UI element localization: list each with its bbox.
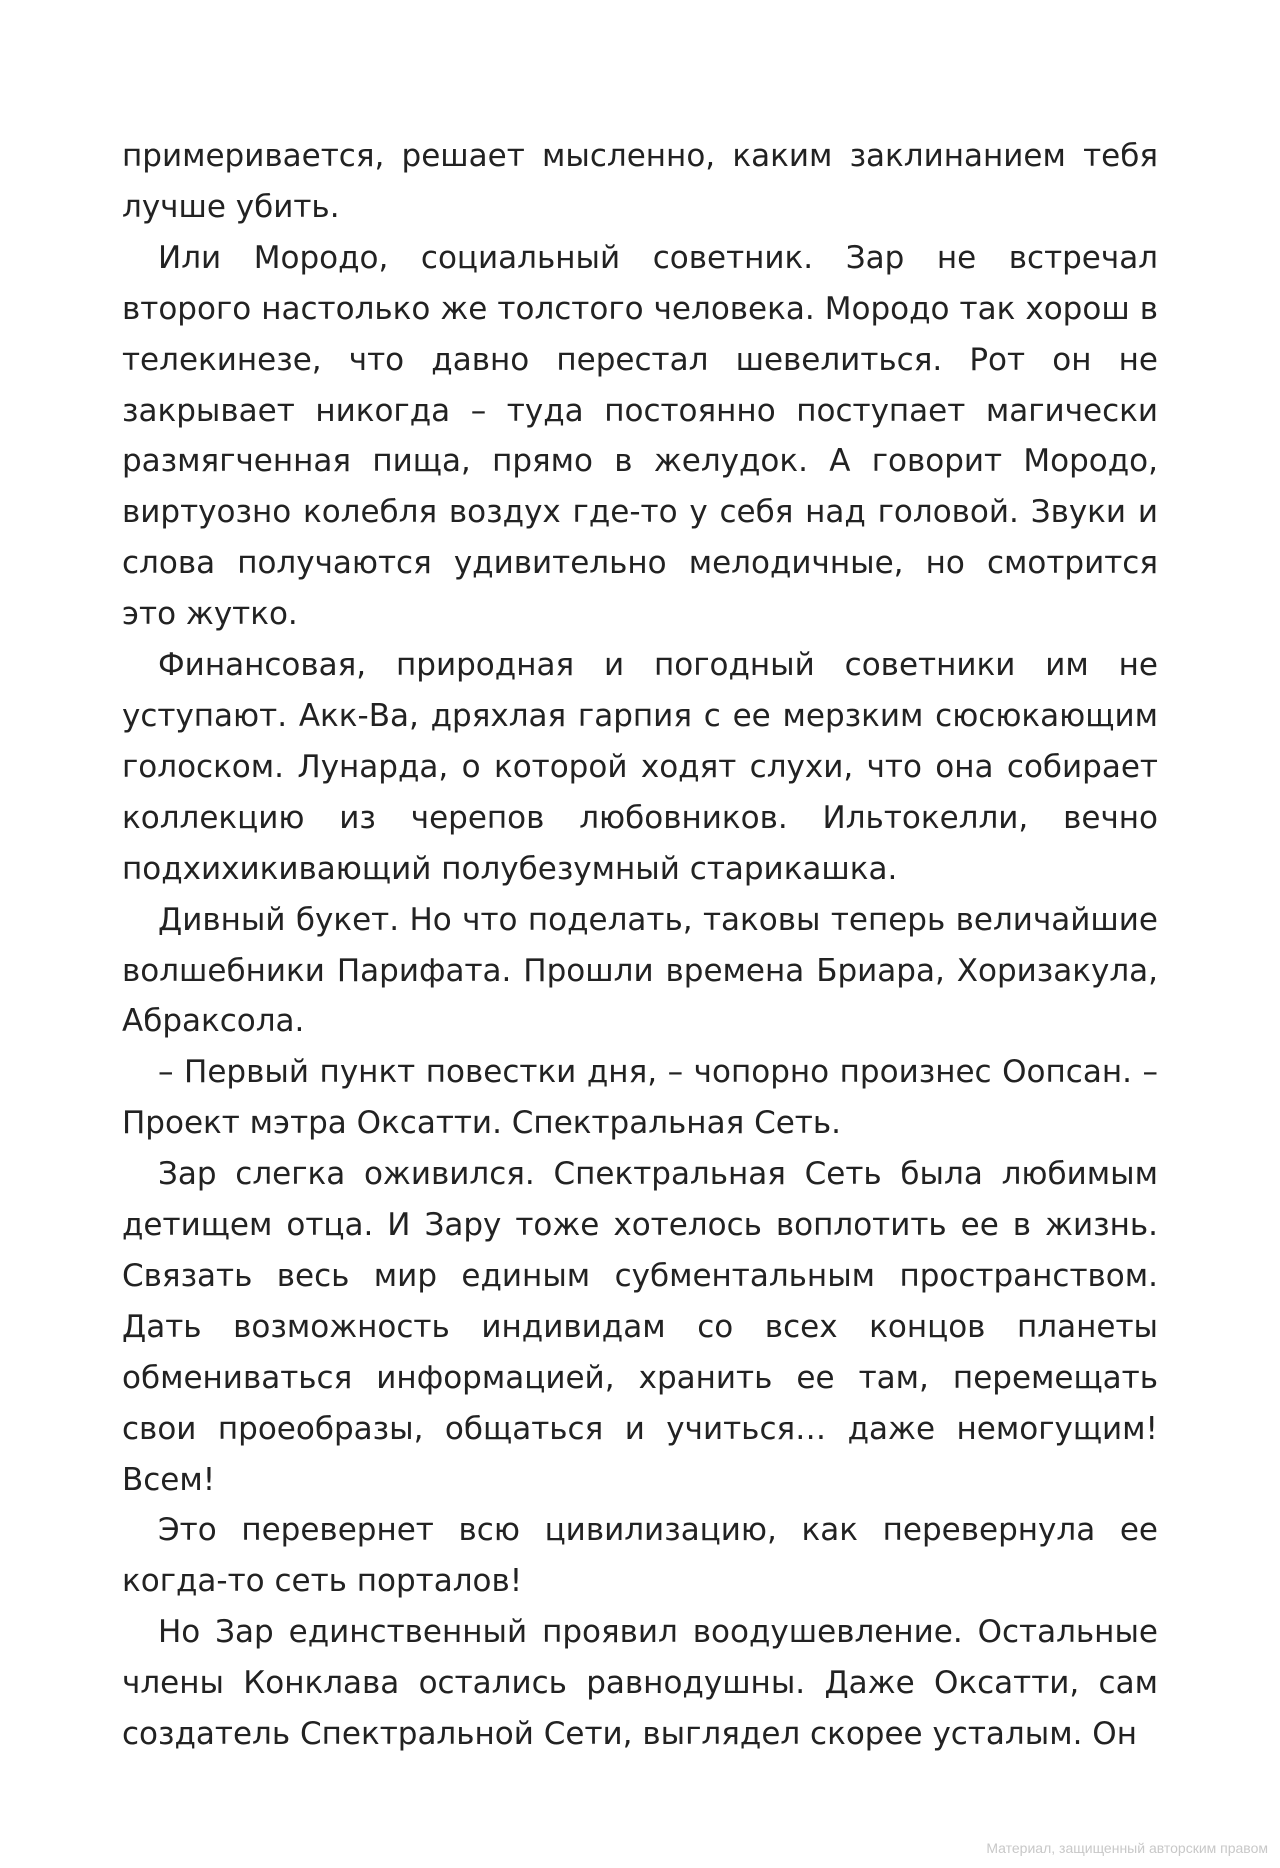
copyright-watermark: Материал, защищенный авторским правом xyxy=(986,1840,1268,1856)
paragraph-3: Финансовая, природная и погодный советники им не уступают. Акк-Ва, дряхлая гарпия с ее мерзким сюсюкающим голоском. Лунарда, о которой ходят слухи, что она собирает коллекцию из черепов любовников. Ильтокелли, вечно подхихикивающий полубезумный старикашка. xyxy=(122,647,1158,887)
paragraph-8: Но Зар единственный проявил воодушевление. Остальные члены Конклава остались равнодушны. Даже Оксатти, сам создатель Спектральной Сети, выглядел скорее усталым. Он xyxy=(122,1614,1158,1753)
paragraph-1: примеривается, решает мысленно, каким заклинанием тебя лучше убить. xyxy=(122,138,1158,225)
body-text xyxy=(122,131,1158,1760)
paragraph-5: – Первый пункт повестки дня, – чопорно произнес Оопсан. – Проект мэтра Оксатти. Спектральная Сеть. xyxy=(122,1054,1158,1142)
paragraph-6: Зар слегка оживился. Спектральная Сеть была любимым детищем отца. И Зару тоже хотелось воплотить ее в жизнь. Связать весь мир единым субментальным пространством. Дать возможность индивидам со всех концов планеты обмениваться информацией, хранить ее там, перемещать свои проеобразы, общаться и учиться… даже немогущим! Всем! xyxy=(122,1156,1158,1498)
paragraph-4: Дивный букет. Но что поделать, таковы теперь величайшие волшебники Парифата. Прошли времена Бриара, Хоризакула, Абраксола. xyxy=(122,901,1158,1040)
paragraph-2: Или Мородо, социальный советник. Зар не встречал второго настолько же толстого человека. Мородо так хорош в телекинезе, что давно перестал шевелиться. Рот он не закрывает никогда – туда постоянно поступает магически размягченная пища, прямо в желудок. А говорит Мородо, виртуозно колебля воздух где-то у себя над головой. Звуки и слова получаются удивительно мелодичные, но смотрится это жутко. xyxy=(122,239,1158,633)
paragraph-7: Это перевернет всю цивилизацию, как перевернула ее когда-то сеть порталов! xyxy=(122,1512,1158,1600)
